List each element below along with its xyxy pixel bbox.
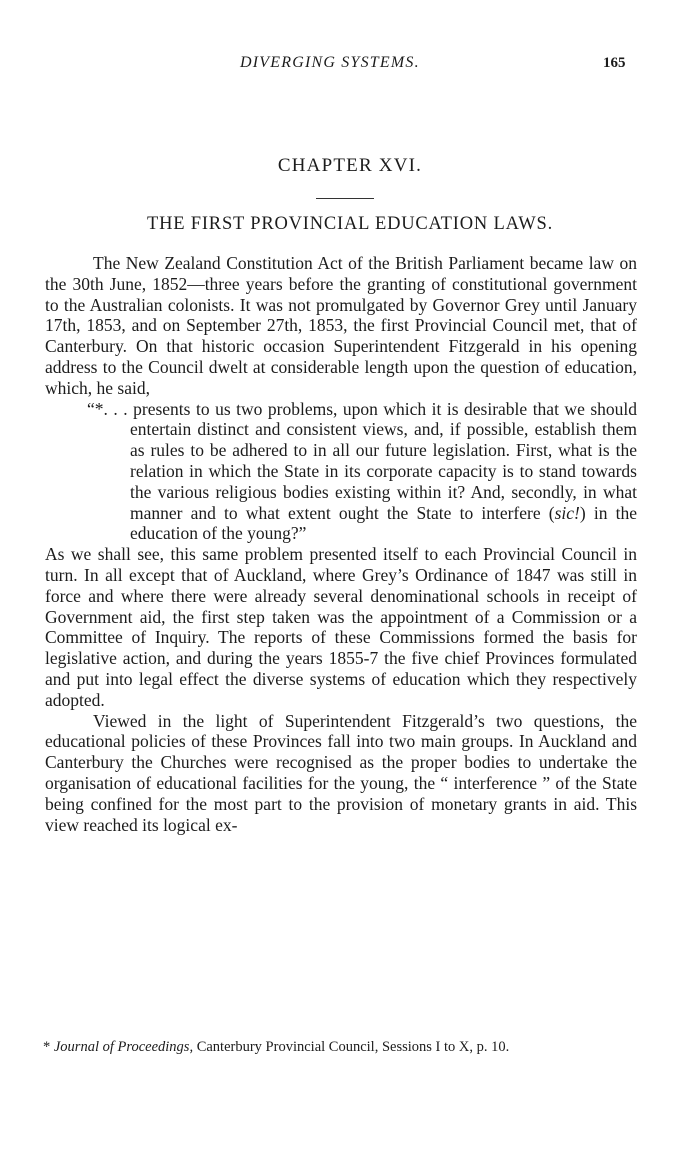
footnote-journal-title: Journal of Proceedings, (53, 1039, 194, 1055)
block-quote (45, 399, 637, 545)
running-title: DIVERGING SYSTEMS. (240, 54, 420, 71)
footnote-text (22, 1039, 636, 1057)
footnote-citation: Canterbury Provincial Council, Sessions I to X, p. 10. (193, 1039, 510, 1055)
body-text (45, 253, 637, 835)
paragraph-2: As we shall see, this same problem presented itself to each Provincial Council in turn. In all except that of Auckland, where Grey’s Ordinance of 1847 was still in force and where there were already several denominational schools in receipt of Government aid, the first step taken was the appointment of a Commission or a Committee of Inquiry. The reports of these Commissions formed the basis for legislative action, and during the years 1855-7 the five chief Provinces formulated and put into legal effect the diverse systems of education which they respectively adopted. (45, 544, 637, 710)
quote-text-end: ) in the education of the young?” (130, 502, 637, 544)
quote-sic: sic! (554, 502, 580, 523)
footnote-marker: * (43, 1039, 54, 1055)
page-number: 165 (603, 55, 626, 71)
chapter-divider (316, 198, 374, 199)
paragraph-1: The New Zealand Constitution Act of the British Parliament became law on the 30th June, 1852—three years before the granting of constitutional government to the Australian colonists. It was not promulgated by Governor Grey until January 17th, 1853, and on September 27th, 1853, the first Provincial Council met, that of Canterbury. On that historic occasion Superintendent Fitzgerald in his opening address to the Council dwelt at considerable length upon the question of education, which, he said, (45, 253, 637, 398)
chapter-title: THE FIRST PROVINCIAL EDUCATION LAWS. (146, 214, 554, 234)
paragraph-3: Viewed in the light of Superintendent Fitzgerald’s two questions, the educational policies of these Provinces fall into two main groups. In Auckland and Canterbury the Churches were recognised as the proper bodies to undertake the organisation of educational facilities for the young, the “ interference ” of the State being confined for the most part to the provision of monetary grants in aid. This view reached its logical ex- (45, 710, 637, 835)
footnote (22, 1039, 636, 1057)
chapter-heading: CHAPTER XVI. (277, 155, 423, 176)
quote-text-start: “*. . . presents to us two problems, upon which it is desirable that we should entertain distinct and consistent views, and, if possible, establish them as rules to be adhered to in all our future legislation. First, what is the relation in which the State in its corporate capacity is to stand towards the various religious bodies existing within it? And, secondly, in what manner and to what extent ought the State to interfere ( (87, 398, 637, 523)
running-head (0, 54, 700, 76)
